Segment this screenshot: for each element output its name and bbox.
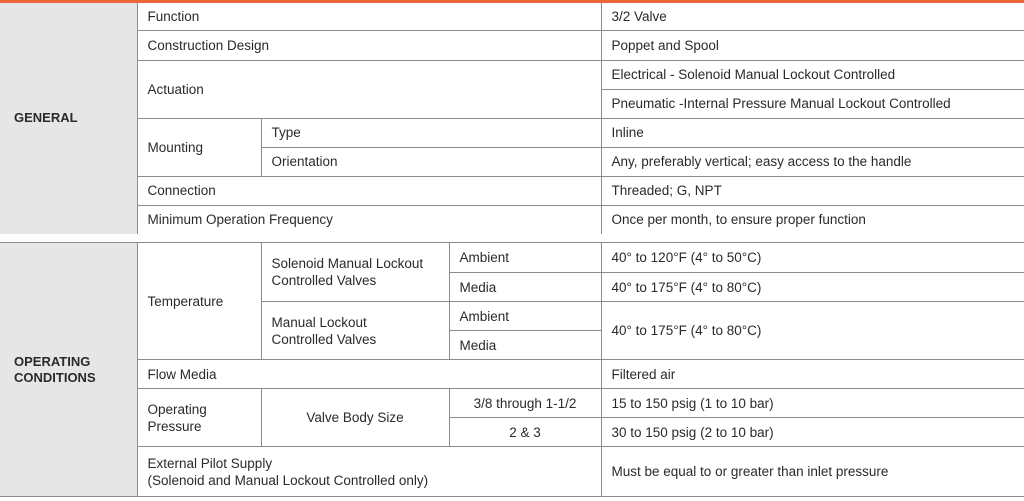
mounting-type-value: Inline <box>601 118 1024 147</box>
section-title-general: GENERAL <box>0 3 137 234</box>
section-title-operating <box>0 243 137 497</box>
pilot-supply-row <box>0 447 1024 497</box>
flow-media-label: Flow Media <box>137 360 601 389</box>
construction-value: Poppet and Spool <box>601 30 1024 60</box>
mounting-type-label: Type <box>261 118 601 147</box>
mounting-orientation-value: Any, preferably vertical; easy access to the handle <box>601 147 1024 176</box>
min-frequency-label: Minimum Operation Frequency <box>137 205 601 234</box>
operating-title-line1: OPERATING <box>14 353 91 369</box>
mounting-type-row <box>0 118 1024 147</box>
actuation-label: Actuation <box>137 60 601 118</box>
min-frequency-value: Once per month, to ensure proper function <box>601 205 1024 234</box>
solenoid-ambient-label: Ambient <box>449 243 601 273</box>
flow-media-value: Filtered air <box>601 360 1024 389</box>
solenoid-valves-label: Solenoid Manual Lockout Controlled Valves <box>261 243 449 302</box>
actuation-pneumatic: Pneumatic -Internal Pressure Manual Lockout Controlled <box>601 89 1024 118</box>
section-gap <box>0 234 1024 242</box>
mounting-label: Mounting <box>137 118 261 176</box>
min-frequency-row <box>0 205 1024 234</box>
temperature-label: Temperature <box>137 243 261 360</box>
size-range-1-value: 15 to 150 psig (1 to 10 bar) <box>601 389 1024 418</box>
solenoid-ambient-row <box>0 243 1024 273</box>
function-value: 3/2 Valve <box>601 3 1024 30</box>
operating-pressure-label: Operating Pressure <box>137 389 261 447</box>
manual-media-label: Media <box>449 331 601 360</box>
pilot-supply-label: External Pilot Supply (Solenoid and Manual Lockout Controlled only) <box>137 447 601 497</box>
size-range-2-value: 30 to 150 psig (2 to 10 bar) <box>601 418 1024 447</box>
valve-body-size-label: Valve Body Size <box>261 389 449 447</box>
mounting-orientation-label: Orientation <box>261 147 601 176</box>
construction-label: Construction Design <box>137 30 601 60</box>
pilot-supply-value: Must be equal to or greater than inlet pressure <box>601 447 1024 497</box>
general-spec-table <box>0 3 1024 235</box>
manual-ambient-label: Ambient <box>449 302 601 331</box>
size-range-1: 3/8 through 1-1/2 <box>449 389 601 418</box>
manual-temperature-value: 40° to 175°F (4° to 80°C) <box>601 302 1024 360</box>
solenoid-ambient-value: 40° to 120°F (4° to 50°C) <box>601 243 1024 273</box>
solenoid-media-value: 40° to 175°F (4° to 80°C) <box>601 273 1024 302</box>
connection-label: Connection <box>137 176 601 205</box>
solenoid-media-label: Media <box>449 273 601 302</box>
function-row <box>0 3 1024 30</box>
operating-spec-table <box>0 242 1024 497</box>
connection-value: Threaded; G, NPT <box>601 176 1024 205</box>
actuation-row <box>0 60 1024 89</box>
flow-media-row <box>0 360 1024 389</box>
pressure-row-1 <box>0 389 1024 418</box>
size-range-2: 2 & 3 <box>449 418 601 447</box>
actuation-electrical: Electrical - Solenoid Manual Lockout Controlled <box>601 60 1024 89</box>
manual-valves-label: Manual Lockout Controlled Valves <box>261 302 449 360</box>
function-label: Function <box>137 3 601 30</box>
construction-row <box>0 30 1024 60</box>
operating-title-line2: CONDITIONS <box>14 369 96 385</box>
connection-row <box>0 176 1024 205</box>
